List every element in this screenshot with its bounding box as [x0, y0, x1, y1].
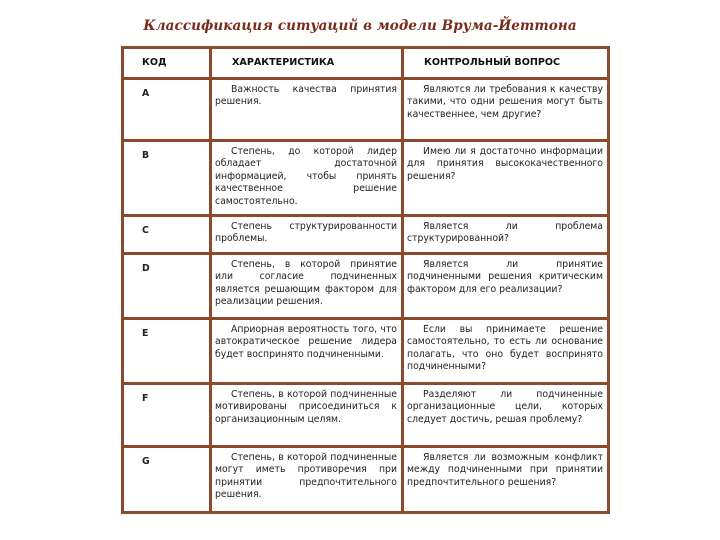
row-e-question-text: Если вы принимаете решение самостоятельно, то есть ли основание полагать, что оно будет воспринято подчиненными? — [407, 324, 603, 373]
row-g-characteristic-text: Степень, в которой подчиненные могут иметь противоречия при принятии предпочтительного решения. — [215, 452, 397, 501]
row-f-question — [404, 385, 607, 445]
row-b-characteristic-text: Степень, до которой лидер обладает достаточной информацией, чтобы принять качественное решение самостоятельно. — [215, 146, 397, 207]
row-c-characteristic — [212, 217, 401, 252]
row-d-code: D — [124, 255, 209, 317]
row-e-code: Е — [124, 320, 209, 382]
header-characteristic — [212, 49, 401, 77]
row-g-question-text: Является ли возможным конфликт между подчиненными при принятии предпочтительного решения? — [407, 452, 603, 488]
header-question-label: КОНТРОЛЬНЫЙ ВОПРОС — [424, 56, 561, 68]
row-g-code: G — [124, 448, 209, 511]
row-e-question — [404, 320, 607, 382]
row-d-question — [404, 255, 607, 317]
header-code — [124, 49, 209, 77]
row-b-question-text: Имею ли я достаточно информации для принятия высококачественного решения? — [407, 146, 603, 182]
row-a-question — [404, 80, 607, 139]
row-f-characteristic — [212, 385, 401, 445]
row-c-code: С — [124, 217, 209, 252]
row-a-characteristic — [212, 80, 401, 139]
row-f-code: F — [124, 385, 209, 445]
row-f-characteristic-text: Степень, в которой подчиненные мотивированы присоединиться к организационным целям. — [215, 389, 397, 425]
row-c-characteristic-text: Степень структурированности проблемы. — [215, 221, 397, 245]
row-g-characteristic — [212, 448, 401, 511]
header-code-label: КОД — [142, 56, 167, 68]
row-c-question-text: Является ли проблема структурированной? — [407, 221, 603, 245]
row-e-characteristic — [212, 320, 401, 382]
row-e-characteristic-text: Априорная вероятность того, что автократическое решение лидера будет воспринято подчиненными. — [215, 324, 397, 360]
row-d-question-text: Является ли принятие подчиненными решения критическим фактором для его реализации? — [407, 259, 603, 295]
page-title: Классификация ситуаций в модели Врума-Йеттона — [143, 18, 577, 34]
classification-table — [121, 46, 610, 514]
row-a-code: А — [124, 80, 209, 139]
header-characteristic-label: ХАРАКТЕРИСТИКА — [232, 56, 335, 68]
row-b-characteristic — [212, 142, 401, 214]
row-a-characteristic-text: Важность качества принятия решения. — [215, 84, 397, 108]
row-b-code: В — [124, 142, 209, 214]
row-c-question — [404, 217, 607, 252]
row-a-question-text: Являются ли требования к качеству такими, что одни решения могут быть качественнее, чем другие? — [407, 84, 603, 120]
row-f-question-text: Разделяют ли подчиненные организационные цели, которых следует достичь, решая проблему? — [407, 389, 603, 425]
header-question — [404, 49, 607, 77]
row-d-characteristic-text: Степень, в которой принятие или согласие подчиненных является решающим фактором для реализации решения. — [215, 259, 397, 308]
row-g-question — [404, 448, 607, 511]
row-b-question — [404, 142, 607, 214]
row-d-characteristic — [212, 255, 401, 317]
